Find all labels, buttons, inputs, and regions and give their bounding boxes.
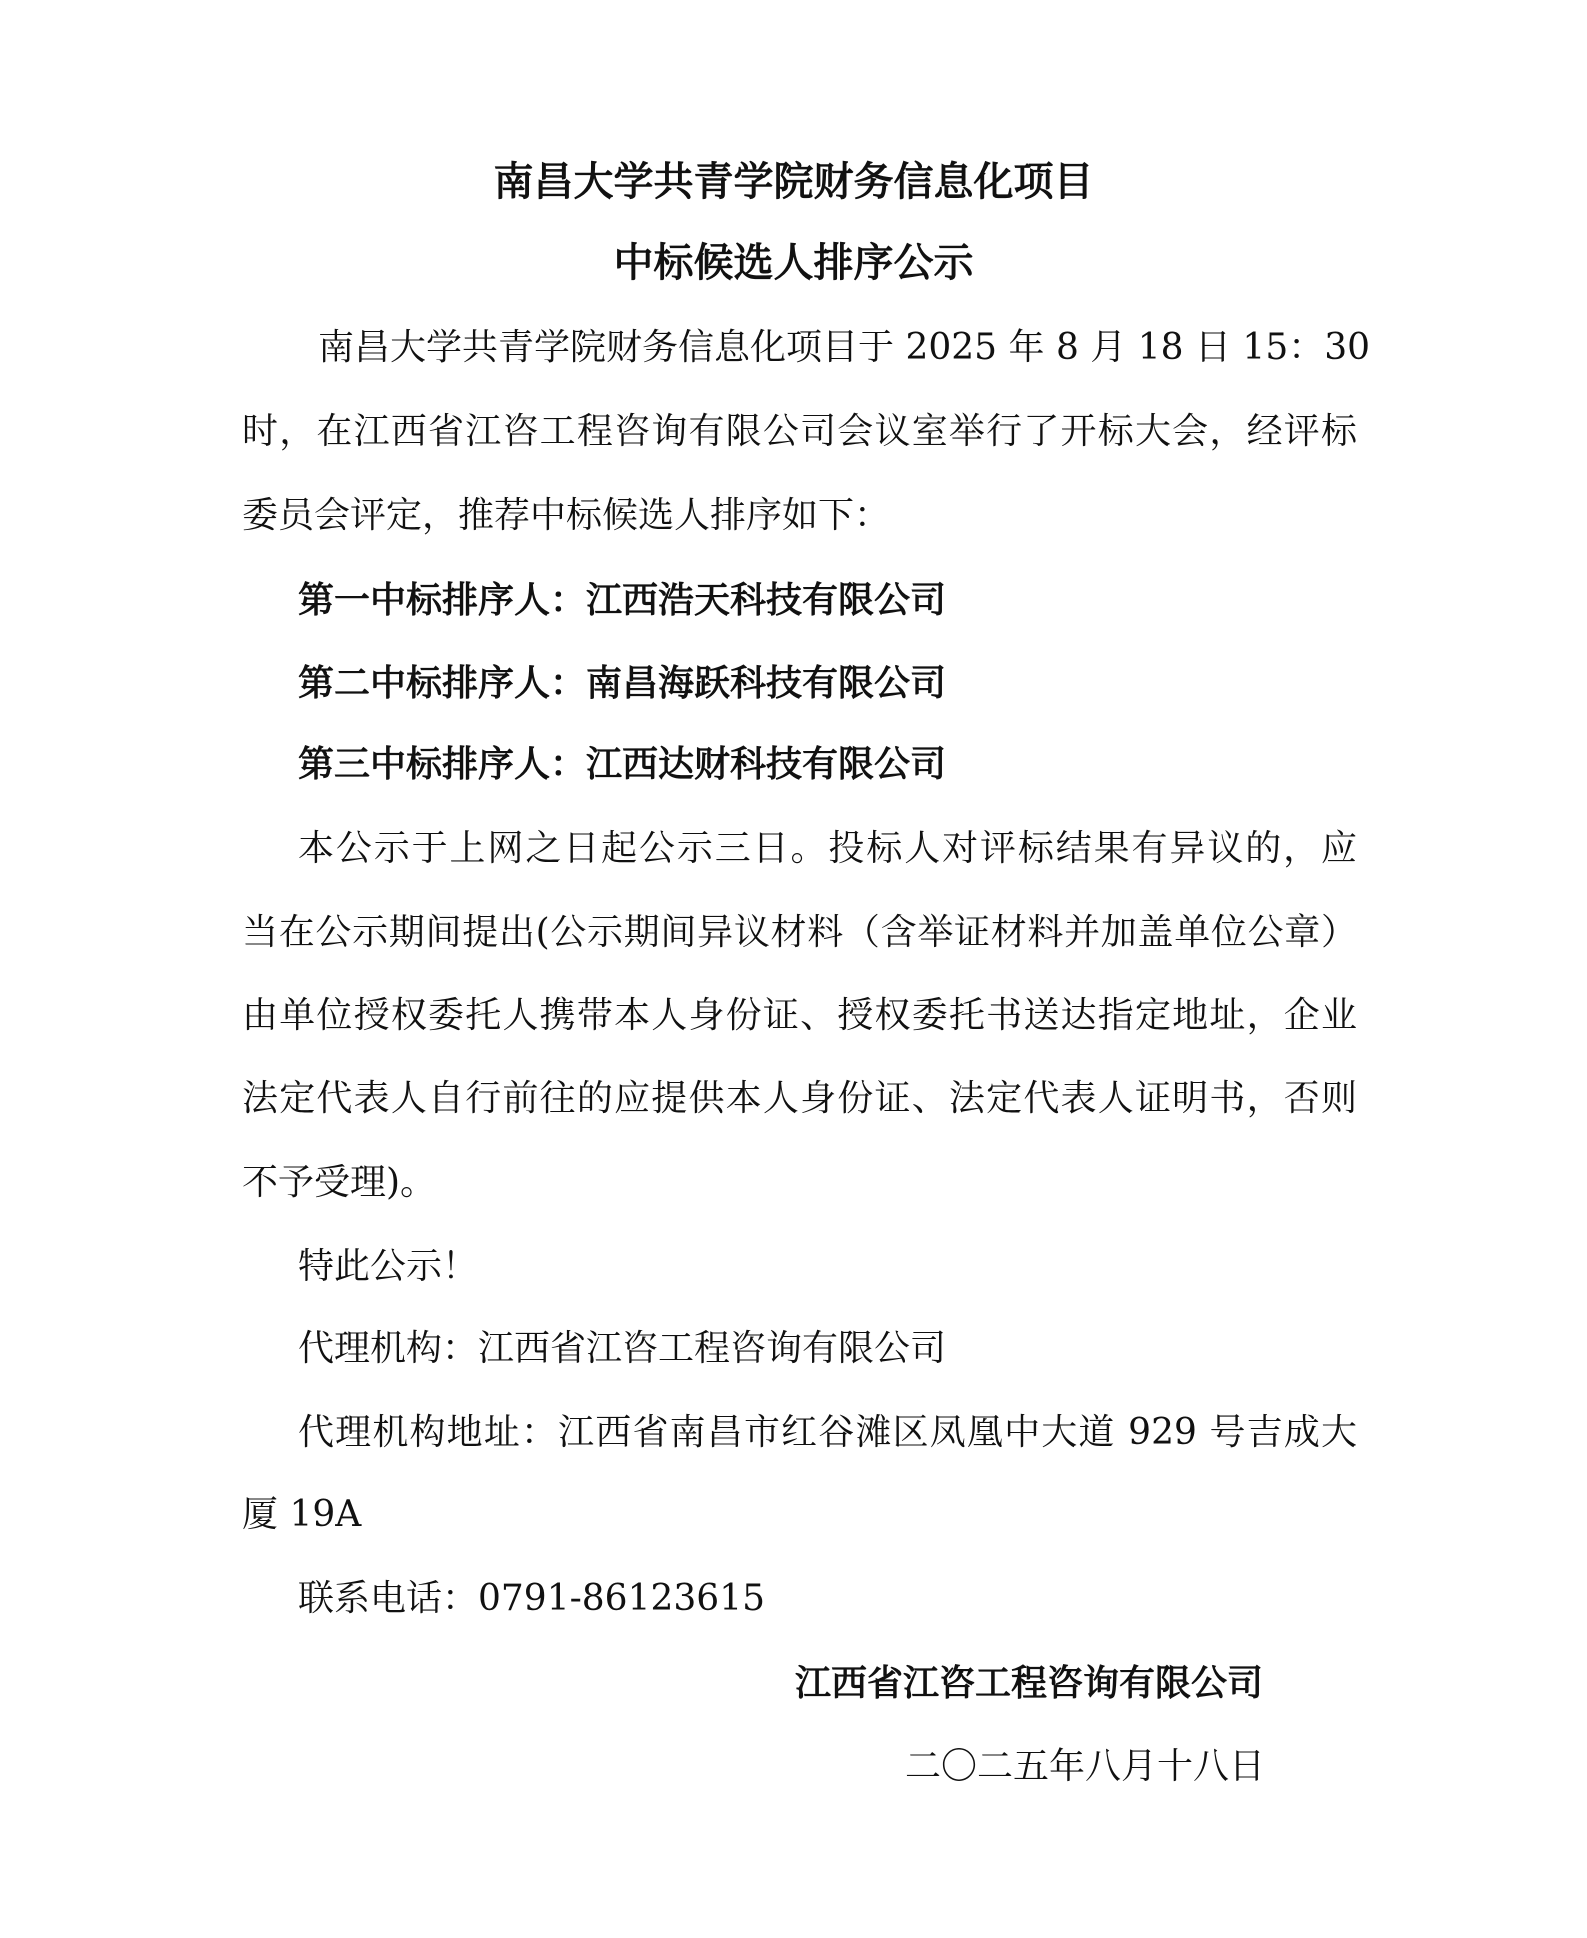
notice-line-1: 本公示于上网之日起公示三日。投标人对评标结果有异议的，应	[298, 828, 1357, 869]
closing-text: 特此公示！	[298, 1246, 479, 1287]
candidate-company: 江西达财科技有限公司	[586, 743, 947, 785]
notice-line-2: 当在公示期间提出(公示期间异议材料（含举证材料并加盖单位公章）	[242, 912, 1357, 953]
notice-line-4: 法定代表人自行前往的应提供本人身份证、法定代表人证明书，否则	[242, 1078, 1357, 1119]
candidate-rank-label: 第一中标排序人：	[298, 579, 587, 621]
notice-line-5: 不予受理)。	[242, 1162, 437, 1203]
candidate-company: 江西浩天科技有限公司	[586, 579, 947, 621]
notice-line-3: 由单位授权委托人携带本人身份证、授权委托书送达指定地址，企业	[242, 995, 1357, 1036]
document-title-line1: 南昌大学共青学院财务信息化项目	[493, 158, 1094, 205]
signature-date: 二〇二五年八月十八日	[905, 1746, 1266, 1787]
agency-line: 代理机构：江西省江咨工程咨询有限公司	[298, 1328, 947, 1369]
candidate-rank-label: 第三中标排序人：	[298, 743, 587, 785]
candidate-rank-label: 第二中标排序人：	[298, 662, 587, 704]
candidate-2	[298, 661, 946, 705]
address-line-2: 厦 19A	[242, 1494, 362, 1535]
intro-line-1: 南昌大学共青学院财务信息化项目于 2025 年 8 月 18 日 15：30	[318, 327, 1371, 368]
candidate-1	[298, 578, 946, 622]
intro-line-3: 委员会评定，推荐中标候选人排序如下：	[242, 495, 891, 536]
address-line-1: 代理机构地址：江西省南昌市红谷滩区凤凰中大道 929 号吉成大	[298, 1412, 1357, 1453]
signature-company: 江西省江咨工程咨询有限公司	[795, 1662, 1264, 1704]
intro-line-2: 时，在江西省江咨工程咨询有限公司会议室举行了开标大会，经评标	[242, 411, 1357, 452]
phone-line: 联系电话：0791-86123615	[298, 1578, 766, 1619]
candidate-3	[298, 742, 946, 786]
candidate-company: 南昌海跃科技有限公司	[586, 662, 947, 704]
document-title-line2: 中标候选人排序公示	[613, 239, 974, 286]
